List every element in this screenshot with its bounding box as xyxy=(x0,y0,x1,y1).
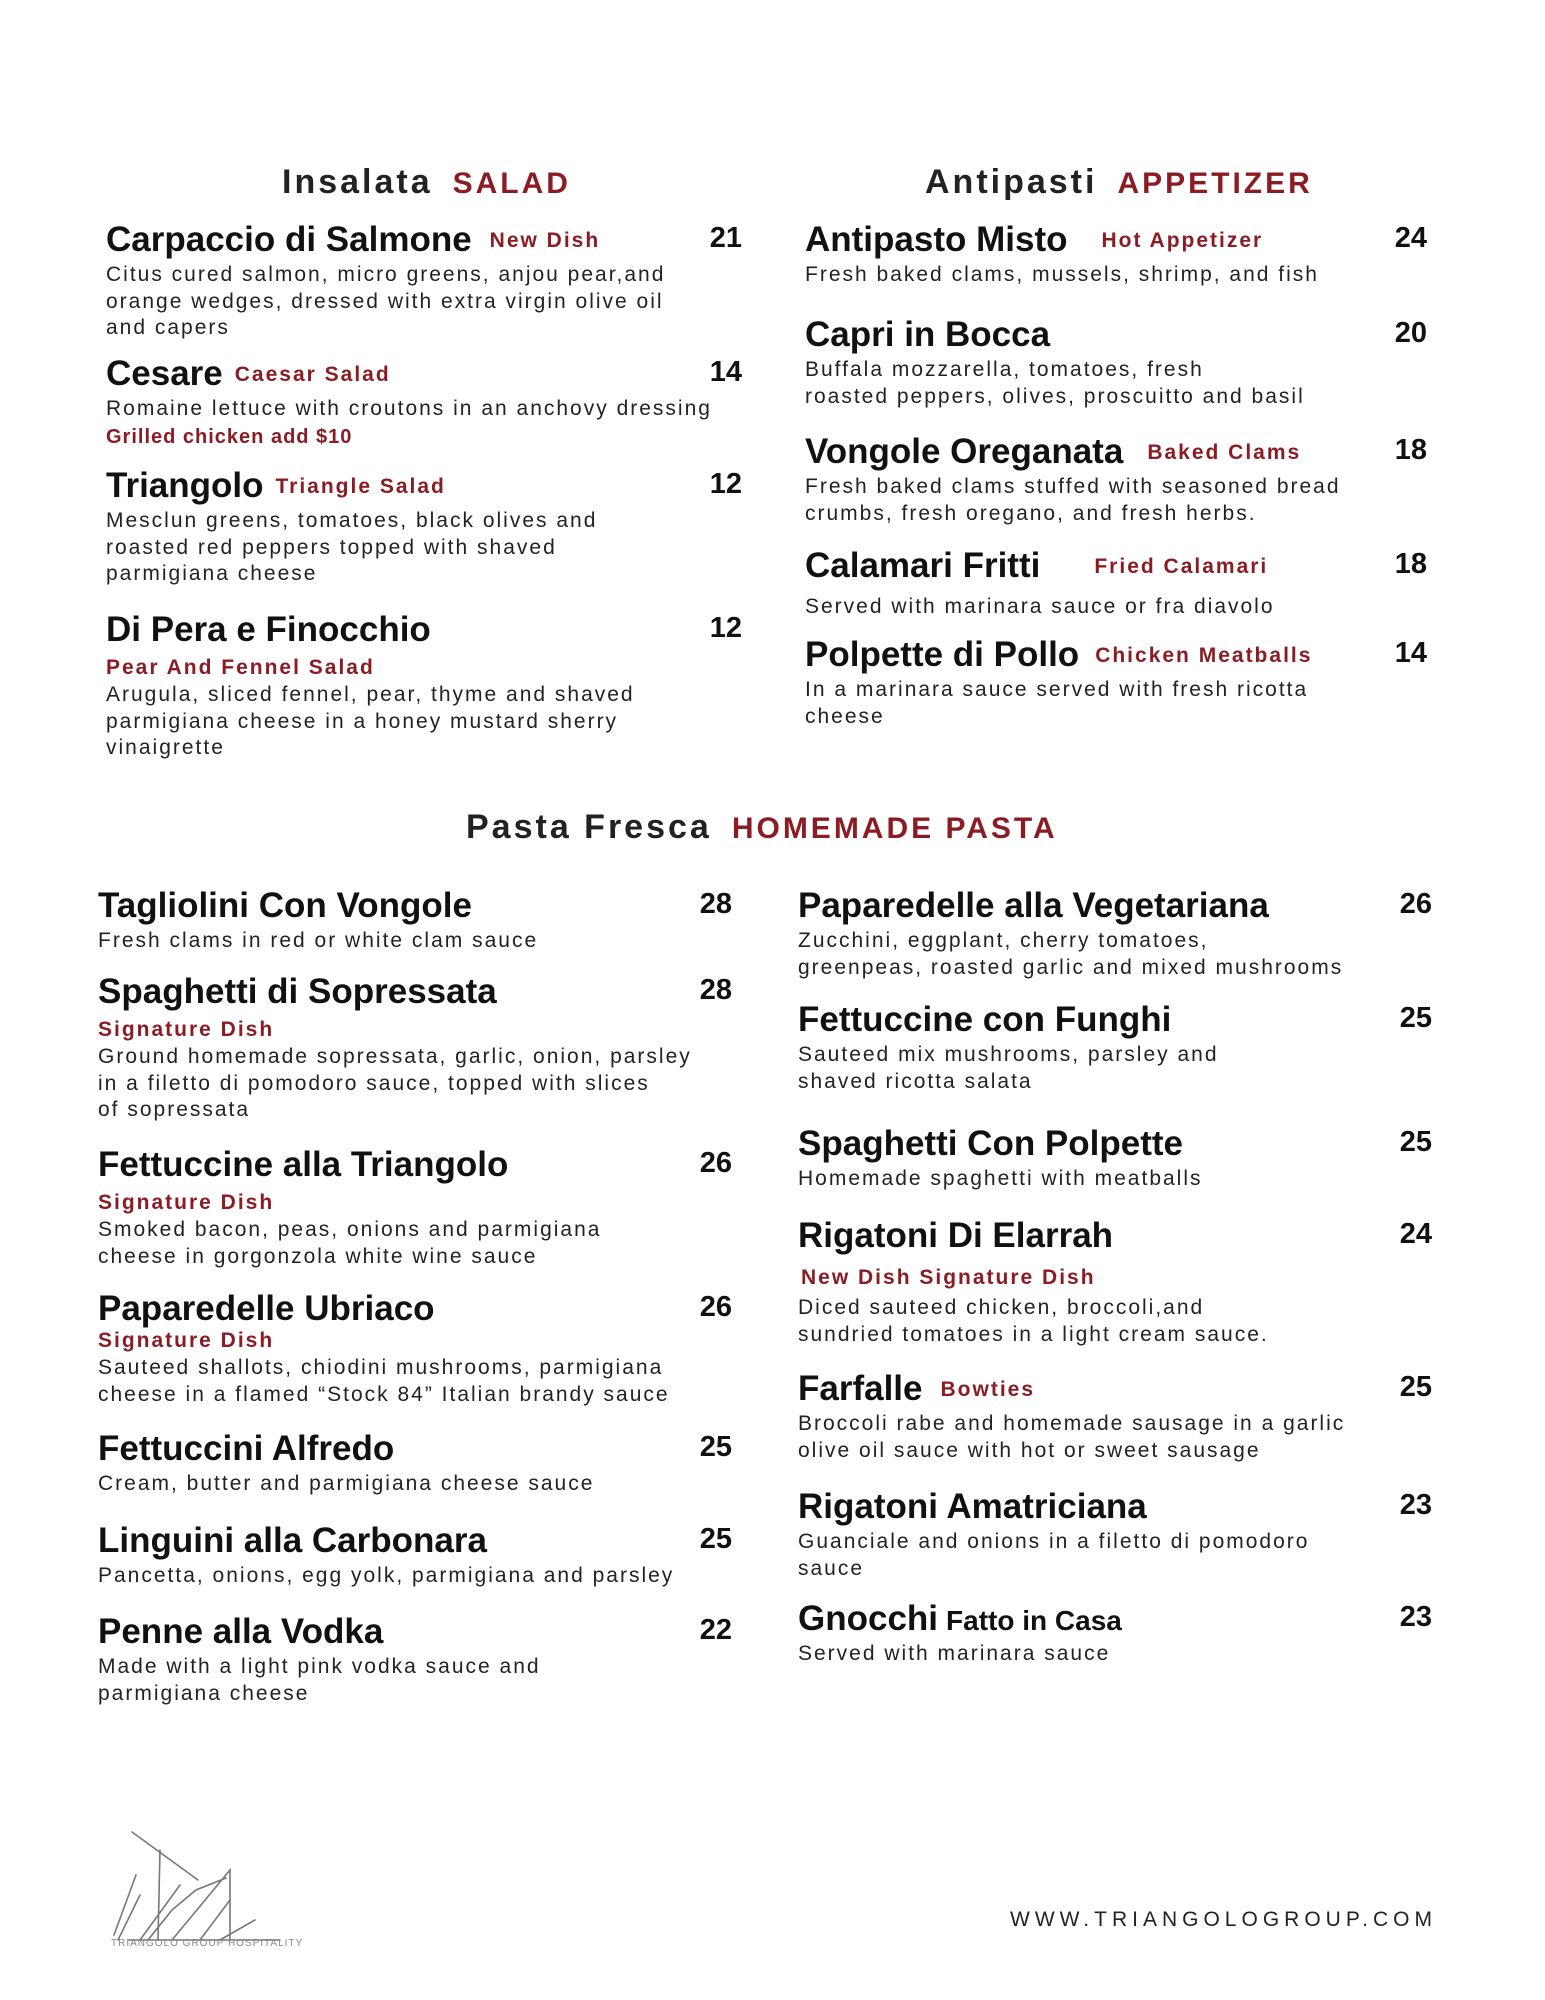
item-price: 14 xyxy=(709,356,742,388)
menu-item xyxy=(805,635,1427,730)
item-description: Fresh baked clams, mussels, shrimp, and fish xyxy=(805,263,1319,286)
item-description: Pancetta, onions, egg yolk, parmigiana and parsley xyxy=(98,1564,675,1587)
item-name: Fettuccine con Funghi xyxy=(798,1000,1172,1039)
item-name: Fettuccini Alfredo xyxy=(98,1429,395,1468)
item-description: Broccoli rabe and homemade sausage in a garlic olive oil sauce with hot or sweet sausage xyxy=(798,1412,1346,1462)
item-name: Farfalle xyxy=(798,1369,923,1408)
item-subtitle: Fatto in Casa xyxy=(946,1605,1122,1636)
item-name: Cesare xyxy=(106,354,223,393)
item-price: 22 xyxy=(699,1614,732,1646)
item-name: Spaghetti Con Polpette xyxy=(798,1124,1183,1163)
item-price: 28 xyxy=(699,888,732,920)
menu-item xyxy=(805,315,1427,410)
menu-item xyxy=(98,1612,732,1707)
item-name: Spaghetti di Sopressata xyxy=(98,972,497,1011)
item-name: Polpette di Pollo xyxy=(805,635,1080,674)
item-price: 23 xyxy=(1399,1601,1432,1633)
item-price: 21 xyxy=(709,222,742,254)
item-price: 24 xyxy=(1399,1218,1432,1250)
pasta-section-title xyxy=(466,808,1058,847)
item-tag: New Dish Signature Dish xyxy=(801,1266,1096,1289)
menu-item xyxy=(106,610,742,762)
item-description: Homemade spaghetti with meatballs xyxy=(798,1167,1203,1190)
item-description: In a marinara sauce served with fresh ricotta cheese xyxy=(805,678,1309,728)
item-price: 12 xyxy=(709,612,742,644)
item-description: Arugula, sliced fennel, pear, thyme and shaved parmigiana cheese in a honey mustard sherry vinaigrette xyxy=(106,683,635,759)
item-price: 14 xyxy=(1394,637,1427,669)
menu-item xyxy=(98,886,732,955)
menu-item xyxy=(805,546,1427,621)
menu-item xyxy=(98,1429,732,1498)
item-tag: Signature Dish xyxy=(98,1191,275,1214)
section-title-english: HOMEMADE PASTA xyxy=(731,812,1058,845)
item-subtitle: Hot Appetizer xyxy=(1101,229,1264,252)
item-tag: Signature Dish xyxy=(98,1329,275,1352)
item-price: 18 xyxy=(1394,548,1427,580)
item-description: Sauteed shallots, chiodini mushrooms, parmigiana cheese in a flamed “Stock 84” Italian brandy sauce xyxy=(98,1356,670,1406)
item-price: 25 xyxy=(1399,1002,1432,1034)
item-price: 25 xyxy=(699,1523,732,1555)
item-description: Ground homemade sopressata, garlic, onion, parsley in a filetto di pomodoro sauce, topped with slices of sopressata xyxy=(98,1045,692,1121)
section-title-italian: Antipasti xyxy=(925,163,1098,201)
item-description: Smoked bacon, peas, onions and parmigiana cheese in gorgonzola white wine sauce xyxy=(98,1218,602,1268)
menu-item xyxy=(98,972,732,1124)
item-name: Capri in Bocca xyxy=(805,315,1051,354)
item-description: Fresh baked clams stuffed with seasoned bread crumbs, fresh oregano, and fresh herbs. xyxy=(805,475,1341,525)
item-price: 24 xyxy=(1394,222,1427,254)
item-price: 26 xyxy=(699,1147,732,1179)
item-tag: Pear And Fennel Salad xyxy=(106,656,375,679)
item-note: Grilled chicken add $10 xyxy=(106,425,353,448)
item-description: Sauteed mix mushrooms, parsley and shaved ricotta salata xyxy=(798,1043,1219,1093)
section-title-italian: Insalata xyxy=(282,163,433,201)
item-price: 12 xyxy=(709,468,742,500)
menu-item xyxy=(106,354,742,451)
item-description: Buffala mozzarella, tomatoes, fresh roasted peppers, olives, proscuitto and basil xyxy=(805,358,1305,408)
item-description: Served with marinara sauce xyxy=(798,1642,1111,1665)
item-subtitle: Bowties xyxy=(940,1378,1036,1401)
menu-item xyxy=(798,1216,1432,1348)
item-price: 26 xyxy=(1399,888,1432,920)
triangolo-logo xyxy=(110,1830,310,1955)
item-description: Made with a light pink vodka sauce and parmigiana cheese xyxy=(98,1655,541,1705)
section-title-english: APPETIZER xyxy=(1117,167,1313,200)
menu-item xyxy=(805,220,1427,289)
menu-item xyxy=(798,1124,1432,1193)
logo-caption: TRIANGOLO GROUP HOSPITALITY xyxy=(111,1938,304,1949)
item-description: Citus cured salmon, micro greens, anjou pear,and orange wedges, dressed with extra virgin olive oil and capers xyxy=(106,263,666,339)
item-name: Paparedelle Ubriaco xyxy=(98,1289,435,1328)
item-name: Paparedelle alla Vegetariana xyxy=(798,886,1269,925)
appetizer-section-title xyxy=(925,163,1313,202)
item-price: 26 xyxy=(699,1291,732,1323)
item-price: 18 xyxy=(1394,434,1427,466)
item-name: Carpaccio di Salmone xyxy=(106,220,472,259)
section-title-italian: Pasta Fresca xyxy=(466,808,712,846)
item-name: Rigatoni Amatriciana xyxy=(798,1487,1147,1526)
menu-item xyxy=(106,466,742,588)
item-name: Triangolo xyxy=(106,466,264,505)
item-price: 25 xyxy=(1399,1126,1432,1158)
menu-item xyxy=(798,886,1432,981)
item-name: Vongole Oreganata xyxy=(805,432,1124,471)
menu-item xyxy=(798,1599,1432,1668)
item-subtitle: Caesar Salad xyxy=(234,363,391,386)
item-name: Fettuccine alla Triangolo xyxy=(98,1145,509,1184)
item-price: 28 xyxy=(699,974,732,1006)
item-price: 23 xyxy=(1399,1489,1432,1521)
item-subtitle: Fried Calamari xyxy=(1094,555,1269,578)
item-description: Cream, butter and parmigiana cheese sauce xyxy=(98,1472,595,1495)
item-description: Fresh clams in red or white clam sauce xyxy=(98,929,539,952)
menu-item xyxy=(798,1000,1432,1095)
item-name: Calamari Fritti xyxy=(805,546,1041,585)
item-description: Mesclun greens, tomatoes, black olives and roasted red peppers topped with shaved parmigiana cheese xyxy=(106,509,598,585)
website-link[interactable]: WWW.TRIANGOLOGROUP.COM xyxy=(1010,1908,1437,1931)
item-name: Tagliolini Con Vongole xyxy=(98,886,472,925)
item-description: Romaine lettuce with croutons in an anchovy dressing xyxy=(106,397,712,420)
item-name: Antipasto Misto xyxy=(805,220,1068,259)
menu-item xyxy=(106,220,742,342)
item-name: Gnocchi xyxy=(798,1599,939,1638)
item-description: Zucchini, eggplant, cherry tomatoes, greenpeas, roasted garlic and mixed mushrooms xyxy=(798,929,1344,979)
menu-item xyxy=(798,1487,1432,1582)
item-price: 25 xyxy=(699,1431,732,1463)
menu-item xyxy=(98,1521,732,1590)
item-name: Di Pera e Finocchio xyxy=(106,610,431,649)
salad-section-title xyxy=(282,163,571,202)
item-description: Diced sauteed chicken, broccoli,and sundried tomatoes in a light cream sauce. xyxy=(798,1296,1269,1346)
item-name: Penne alla Vodka xyxy=(98,1612,384,1651)
menu-item xyxy=(98,1289,732,1408)
section-title-english: SALAD xyxy=(452,167,571,200)
menu-item xyxy=(798,1369,1432,1464)
menu-item xyxy=(98,1145,732,1270)
item-name: Linguini alla Carbonara xyxy=(98,1521,487,1560)
item-subtitle: Triangle Salad xyxy=(275,475,446,498)
item-subtitle: Chicken Meatballs xyxy=(1095,644,1313,667)
item-subtitle: Baked Clams xyxy=(1147,441,1302,464)
item-price: 20 xyxy=(1394,317,1427,349)
item-description: Guanciale and onions in a filetto di pomodoro sauce xyxy=(798,1530,1310,1580)
item-description: Served with marinara sauce or fra diavolo xyxy=(805,595,1275,618)
item-subtitle: New Dish xyxy=(489,229,601,252)
menu-item xyxy=(805,432,1427,527)
item-name: Rigatoni Di Elarrah xyxy=(798,1216,1114,1255)
item-price: 25 xyxy=(1399,1371,1432,1403)
item-tag: Signature Dish xyxy=(98,1018,275,1041)
